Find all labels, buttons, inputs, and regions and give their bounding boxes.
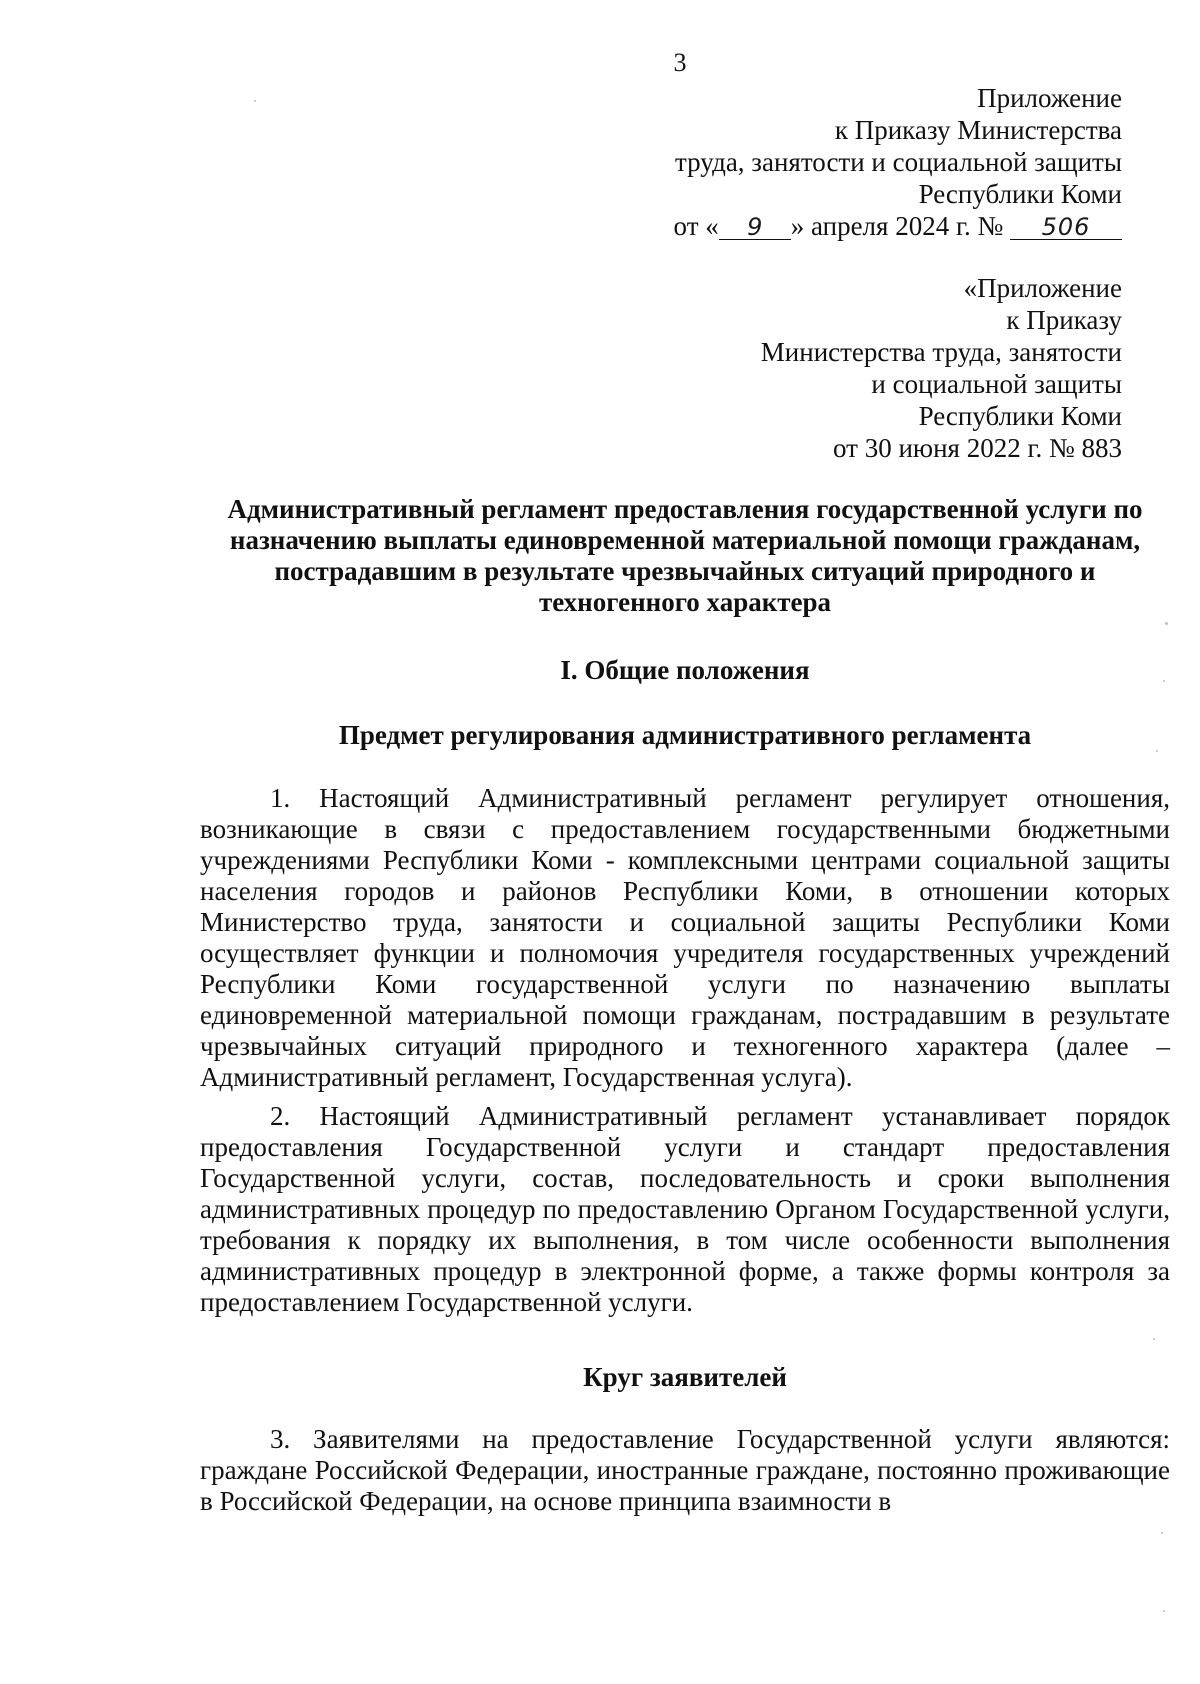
date-prefix: от « [673,211,719,241]
date-middle: » апреля 2024 г. № [790,211,1004,241]
scan-speck [1165,622,1168,625]
appendix-line: к Приказу Министерства [834,115,1122,145]
appendix-line: Приложение [977,83,1122,113]
section-heading-subject: Предмет регулирования административного регламента [338,720,1032,750]
paragraph-1: 1. Настоящий Административный регламент регулирует отношения, возникающие в связи с предоставлением государственными бюджетными учреждениями Республики Коми - комплексными центрами социальной защиты населения городов и районов Республики Коми, в отношении которых Министерство труда, занятости и социальной защиты Республики Коми осуществляет функции и полномочия учредителя государственных учреждений Республики Коми государственной услуги по назначению выплаты единовременной материальной помощи гражданам, пострадавшим в результате чрезвычайных ситуаций природного и техногенного характера (далее – Административный регламент, Государственная услуга). [200,783,1170,1092]
paragraph-3: 3. Заявителями на предоставление Государственной услуги являются: граждане Российской Федерации, иностранные граждане, постоянно проживающие в Российской Федерации, на основе принципа взаимности в [200,1424,1170,1516]
scan-speck [1161,1532,1163,1534]
handwritten-day: 9 [719,215,791,240]
section-heading-applicants: Круг заявителей [583,1362,787,1392]
appendix-line: Республики Коми [918,401,1122,431]
appendix-header-previous [761,272,1122,464]
section-heading-general: I. Общие положения [560,655,810,685]
scan-speck [254,100,256,102]
scan-speck [1153,1338,1155,1340]
page-number: 3 [673,48,687,77]
scan-speck [1163,1610,1165,1612]
appendix-line: труда, занятости и социальной защиты [675,147,1122,177]
paragraph-2: 2. Настоящий Административный регламент устанавливает порядок предоставления Государственной услуги и стандарт предоставления Государственной услуги, состав, последовательность и сроки выполнения административных процедур по предоставлению Органом Государственной услуги, требования к порядку их выполнения, в том числе особенности выполнения административных процедур в электронной форме, а также формы контроля за предоставлением Государственной услуги. [200,1101,1170,1317]
scan-speck [1156,750,1158,752]
appendix-header-current [674,82,1122,242]
scan-speck [1163,680,1165,682]
appendix-line: «Приложение [963,273,1122,303]
appendix-line: Республики Коми [918,179,1122,209]
appendix-line: Министерства труда, занятости [760,337,1122,367]
appendix-line: и социальной защиты [871,369,1122,399]
handwritten-order-number: 506 [1010,215,1122,240]
appendix-date-line [674,210,1122,242]
appendix-line: от 30 июня 2022 г. № 883 [833,433,1122,463]
appendix-line: к Приказу [1006,305,1122,335]
document-title: Административный регламент предоставления государственной услуги по назначению выплаты единовременной материальной помощи гражданам, пострадавшим в результате чрезвычайных ситуаций природного и техногенного характера [227,494,1143,617]
